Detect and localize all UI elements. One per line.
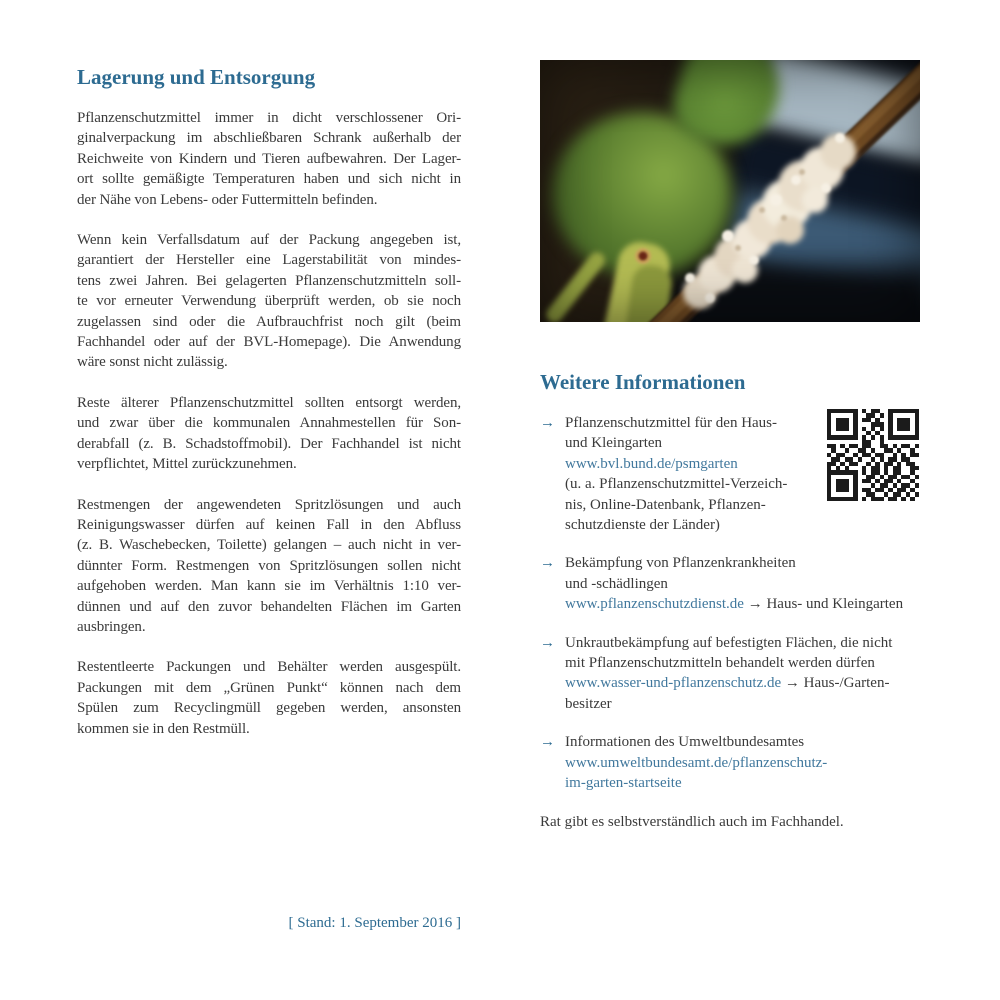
body-paragraph (77, 657, 461, 739)
bullet-line (565, 732, 920, 752)
paragraph-line: ginalverpackung im abschließbaren Schrank außerhalb der (77, 130, 461, 147)
arrow-right-icon: → (540, 415, 555, 431)
date-note: [ Stand: 1. September 2016 ] (288, 915, 461, 931)
bullet-line (565, 753, 920, 773)
arrow-right-icon: → (540, 734, 555, 751)
info-bullet (540, 633, 920, 715)
paragraph-line: Packungen mit dem „Grünen Punkt“ können nach dem (77, 679, 461, 696)
body-paragraph (77, 393, 461, 475)
bullet-line (565, 633, 920, 653)
bullet-text: Pflanzenschutzmittel für den Haus- (565, 415, 778, 431)
bullet-text: Informationen des Umweltbundesamtes (565, 734, 805, 751)
external-link[interactable]: www.bvl.bund.de/psmgarten (565, 455, 738, 472)
body-paragraphs (77, 108, 461, 739)
paragraph-line: dünnen und auf den zuvor behandelten Flächen im Garten (77, 598, 461, 615)
closing-text: Rat gibt es selbstverständlich auch im Fachhandel. (540, 813, 844, 830)
bullet-text: → Haus-/Garten- (781, 675, 890, 692)
bullet-line (565, 553, 920, 573)
left-column (77, 65, 461, 759)
paragraph-line: Pflanzenschutzmittel immer in dicht verschlossener Ori- (77, 110, 461, 126)
section-heading-storage-disposal: Lagerung und Entsorgung (77, 65, 316, 89)
qr-module (915, 497, 919, 501)
bullet-content (565, 732, 920, 793)
body-paragraph (77, 495, 461, 638)
qr-code[interactable] (827, 409, 919, 501)
bullet-text: → Haus- und Kleingarten (743, 596, 904, 613)
bullet-text: Bekämpfung von Pflanzenkrankheiten (565, 555, 796, 572)
bullet-line (565, 515, 920, 535)
paragraph-line: Reinigungswasser dürfen auf keinen Fall in den Abfluss (77, 516, 461, 533)
paragraph-line: verpflichtet, Mittel zurückzunehmen. (77, 456, 297, 473)
external-link[interactable]: www.wasser-und-pflanzenschutz.de (565, 675, 782, 692)
paragraph-line: zugelassen sind oder die Aufbrauchfrist noch gilt (beim (77, 313, 461, 330)
bullet-text: und Kleingarten (565, 435, 663, 452)
bullet-line (565, 694, 920, 714)
info-bullet (540, 553, 920, 614)
paragraph-line: (z. B. Waschebecken, Toilette) gelangen – auch nicht in ver- (77, 537, 461, 554)
bullet-text: schutzdienste der Länder) (565, 517, 720, 534)
paragraph-line: wäre sonst nicht zulässig. (77, 354, 228, 371)
bullet-text: und -schädlingen (565, 575, 668, 592)
bullet-text: besitzer (565, 695, 612, 712)
external-link[interactable]: www.pflanzenschutzdienst.de (565, 596, 744, 613)
paragraph-line: aufgehoben werden. Man kann sie im Verhältnis 1:10 ver- (77, 578, 461, 595)
arrow-right-icon: → (540, 634, 555, 651)
bullet-text: (u. a. Pflanzenschutzmittel-Verzeich- (565, 476, 788, 493)
paragraph-line: Fachhandel oder auf der BVL-Homepage). Die Anwendung (77, 334, 461, 351)
paragraph-line: Restentleerte Packungen und Behälter werden ausgespült. (77, 659, 461, 676)
paragraph-line: Spülen zum Recyclingmüll gegeben werden, ansonsten (77, 700, 461, 717)
paragraph-line: kommen sie in den Restmüll. (77, 720, 250, 737)
arrow-right-icon: → (540, 555, 555, 572)
bullet-text: mit Pflanzenschutzmitteln behandelt werden dürfen (565, 655, 875, 672)
bullet-line (565, 773, 920, 793)
photo-vignette (540, 60, 920, 322)
bullet-text: nis, Online-Datenbank, Pflanzen- (565, 496, 766, 513)
paragraph-line: derabfall (z. B. Schadstoffmobil). Der Fachhandel ist nicht (77, 435, 461, 452)
paragraph-line: Restmengen der angewendeten Spritzlösungen und auch (77, 496, 461, 513)
bullet-content (565, 633, 920, 715)
paragraph-line: dünnter Form. Restmengen von Spritzlösungen sollen nicht (77, 557, 461, 574)
infested-branch-photo (540, 60, 920, 322)
external-link[interactable]: www.umweltbundesamt.de/pflanzenschutz- (565, 754, 828, 771)
bullet-line (565, 653, 920, 673)
bullet-content (565, 553, 920, 614)
paragraph-line: garantiert der Hersteller eine Lagerstabilität von mindes- (77, 252, 461, 269)
paragraph-line: ausbringen. (77, 618, 146, 635)
paragraph-line: Reste älterer Pflanzenschutzmittel sollten entsorgt werden, (77, 394, 461, 411)
paragraph-line: und zwar über die kommunalen Annahmestellen für Son- (77, 415, 461, 432)
section-heading-more-info: Weitere Informationen (540, 370, 746, 394)
external-link[interactable]: im-garten-startseite (565, 775, 682, 792)
paragraph-line: ort sollte gemäßigte Temperaturen haben und sich nicht in (77, 171, 461, 188)
bullet-line (565, 673, 920, 693)
bullet-line (565, 574, 920, 594)
body-paragraph (77, 230, 461, 373)
body-paragraph (77, 108, 461, 210)
paragraph-line: te vor erneuter Verwendung überprüft werden, ob sie noch (77, 293, 461, 310)
bullet-text: Unkrautbekämpfung auf befestigten Flächen, die nicht (565, 634, 893, 651)
paragraph-line: Wenn kein Verfallsdatum auf der Packung angegeben ist, (77, 232, 461, 249)
paragraph-line: tens zwei Jahren. Bei gelagerten Pflanzenschutzmitteln soll- (77, 272, 461, 289)
paragraph-line: der Nähe von Lebens- oder Futtermitteln befinden. (77, 191, 378, 208)
info-bullet (540, 732, 920, 793)
bullet-line (565, 594, 920, 614)
paragraph-line: Reichweite von Kindern und Tieren aufbewahren. Der Lager- (77, 150, 461, 167)
